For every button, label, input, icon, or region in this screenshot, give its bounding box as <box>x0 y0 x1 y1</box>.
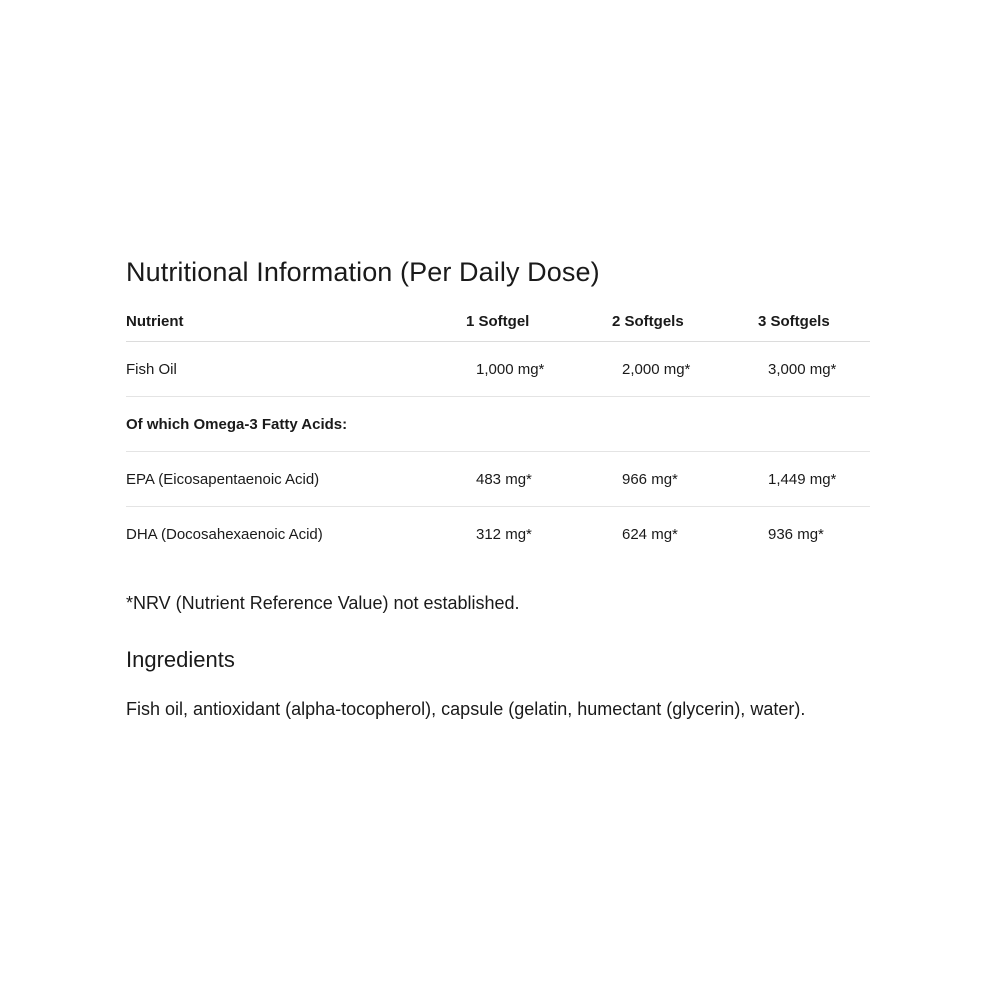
table-row <box>126 342 870 397</box>
nutrient-name: Fish Oil <box>126 342 466 397</box>
nutrition-table <box>126 313 870 561</box>
value-3-softgels <box>758 397 870 452</box>
value-2-softgels: 624 mg* <box>622 525 678 543</box>
table-subheading-row <box>126 397 870 452</box>
nutrient-name: DHA (Docosahexaenoic Acid) <box>126 525 323 543</box>
table-header-row <box>126 313 870 342</box>
nutrient-subheading: Of which Omega-3 Fatty Acids: <box>126 397 466 452</box>
product-info <box>126 252 870 721</box>
header-2-softgels: 2 Softgels <box>612 313 758 342</box>
value-2-softgels: 2,000 mg* <box>612 342 758 397</box>
ingredients-title: Ingredients <box>126 647 235 672</box>
value-2-softgels: 966 mg* <box>612 452 758 507</box>
value-1-softgel: 1,000 mg* <box>466 342 612 397</box>
value-1-softgel: 312 mg* <box>476 525 532 543</box>
table-row <box>126 452 870 507</box>
header-nutrient: Nutrient <box>126 313 466 342</box>
ingredients-text: Fish oil, antioxidant (alpha-tocopherol), capsule (gelatin, humectant (glycerin), water). <box>126 699 806 719</box>
value-1-softgel <box>466 397 612 452</box>
value-3-softgels: 936 mg* <box>768 525 824 543</box>
header-1-softgel: 1 Softgel <box>466 313 612 342</box>
table-row <box>126 507 870 562</box>
value-2-softgels <box>612 397 758 452</box>
header-3-softgels: 3 Softgels <box>758 313 870 342</box>
value-3-softgels: 3,000 mg* <box>758 342 870 397</box>
nutrient-name: EPA (Eicosapentaenoic Acid) <box>126 452 466 507</box>
nutrition-title: Nutritional Information (Per Daily Dose) <box>126 257 600 287</box>
value-1-softgel: 483 mg* <box>466 452 612 507</box>
value-3-softgels: 1,449 mg* <box>758 452 870 507</box>
nrv-footnote: *NRV (Nutrient Reference Value) not established. <box>126 593 520 613</box>
